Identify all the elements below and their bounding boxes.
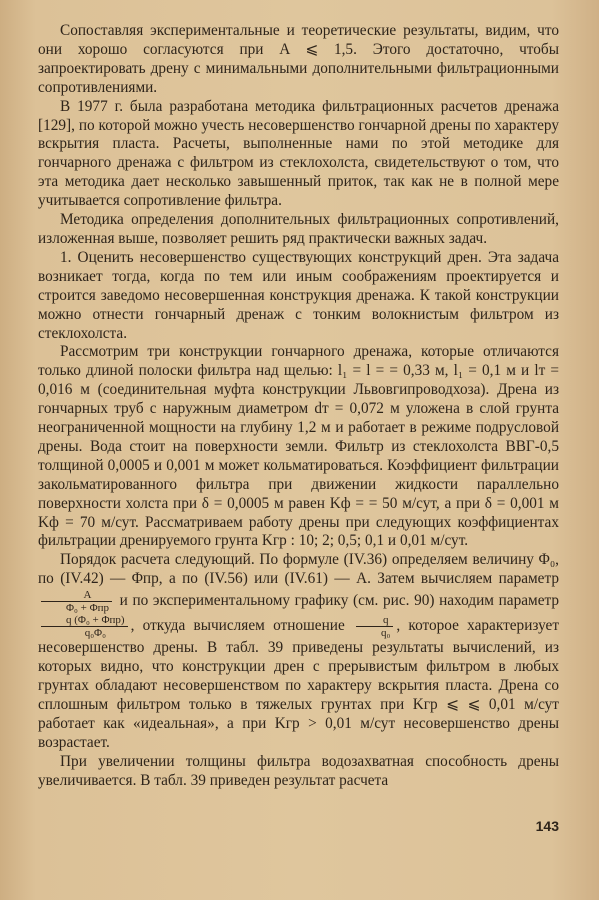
paragraph-last: При увеличении толщины фильтра водозахватная способность дрены увеличивается. В табл. 39 приведен результат расчета: [38, 752, 559, 789]
paragraph-4: 1. Оценить несовершенство существующих конструкций дрен. Эта задача возникает тогда, когда по тем или иным соображениям проектируется и строится заведомо несовершенная конструкция дренажа. К такой конструкции можно отнести гончарный дренаж с тонким волокнистым фильтром из стеклохолста.: [38, 248, 559, 342]
paragraph-calculation-order: [38, 551, 559, 752]
paragraph-2: В 1977 г. была разработана методика фильтрационных расчетов дренажа [129], по которой можно учесть несовершенство гончарной дрены по характеру вскрытия пласта. Расчеты, выполненные нами по этой методике для гончарного дренажа с фильтром из стеклохолста, свидетельствуют о том, что эта методика дает несколько завышенный приток, так как не в полной мере учитывается сопротивление фильтра.: [38, 97, 559, 210]
page-text: [38, 22, 559, 790]
fraction-q-ratio: $\frac{\text{q (Φ₀ + Φпр)}}{\text{q₀Φ₀}}$: [41, 614, 128, 639]
paragraph-3: Методика определения дополнительных фильтрационных сопротивлений, изложенная выше, позволяет решить ряд практически важных задач.: [38, 211, 559, 247]
page-number: 143: [535, 818, 559, 834]
paragraph-1: Сопоставляя экспериментальные и теоретические результаты, видим, что они хорошо согласуются при A ⩽ 1,5. Этого достаточно, чтобы запроектировать дрену с минимальными дополнительными фильтрационными сопротивлениями.: [38, 22, 559, 96]
order-line-4: отношение $\frac{q}{\text{q₀}}$ , которое характеризует несовершенство дрены. В табл. 39 приведены результаты вычислений, из которых видно, что конструкции дрен с прерывистым фильтром в любых грунтах обладают несовершенством по характеру вскрытия пласта. Дрена со сплошным фильтром только в тяжелых грунтах при Kгр ⩽ ⩽ 0,01 м/сут работает как «идеальная», а при Kгр > 0,01 м/сут несовершенство дрены возрастает.: [38, 614, 560, 751]
paragraph-5: Рассмотрим три конструкции гончарного дренажа, которые отличаются только длиной полоски фильтра над щелью: l₁ = l = = 0,33 м, l₁ = 0,1 м и lт = 0,016 м (соединительная муфта конструкции Львовгипроводхоза). Дрена из гончарных труб с наружным диаметром dт = 0,072 м уложена в слой грунта неограниченной мощности на глубину 1,2 м и работает в режиме подрусловой дрены. Вода стоит на поверхности земли. Фильтр из стеклохолста ВВГ-0,5 толщиной 0,0005 и 0,001 м может кольматироваться. Коэффициент фильтрации закольматированного фильтра при движении жидкости параллельно поверхности холста при δ = 0,0005 м равен Kф = = 50 м/сут, а при δ = 0,001 м Kф = 70 м/сут. Рассматриваем работу дрены при следующих коэффициентах фильтрации дренируемого грунта Kгр : 10; 2; 0,5; 0,1 и 0,01 м/сут.: [38, 343, 559, 550]
fraction-q-over-q0: $\frac{q}{\text{q₀}}$: [356, 614, 393, 639]
order-line-2: вычисляем параметр $\frac{A}{\text{Φ₀ + Φпр}}$ и по экспериментальному графику: [38, 570, 559, 609]
fraction-a-over-phi: $\frac{A}{\text{Φ₀ + Φпр}}$: [41, 589, 112, 614]
order-line-1: Порядок расчета следующий. По формуле (IV.36) определяем величину Φ₀, по (IV.42) — Φпр, а по (IV.56) или (IV.61) — A. Затем: [38, 551, 559, 588]
order-line-3: (см. рис. 90) находим параметр $\frac{\text{q (Φ₀ + Φпр)}}{\text{q₀Φ₀}}$ , откуда вычисляем: [38, 592, 559, 634]
